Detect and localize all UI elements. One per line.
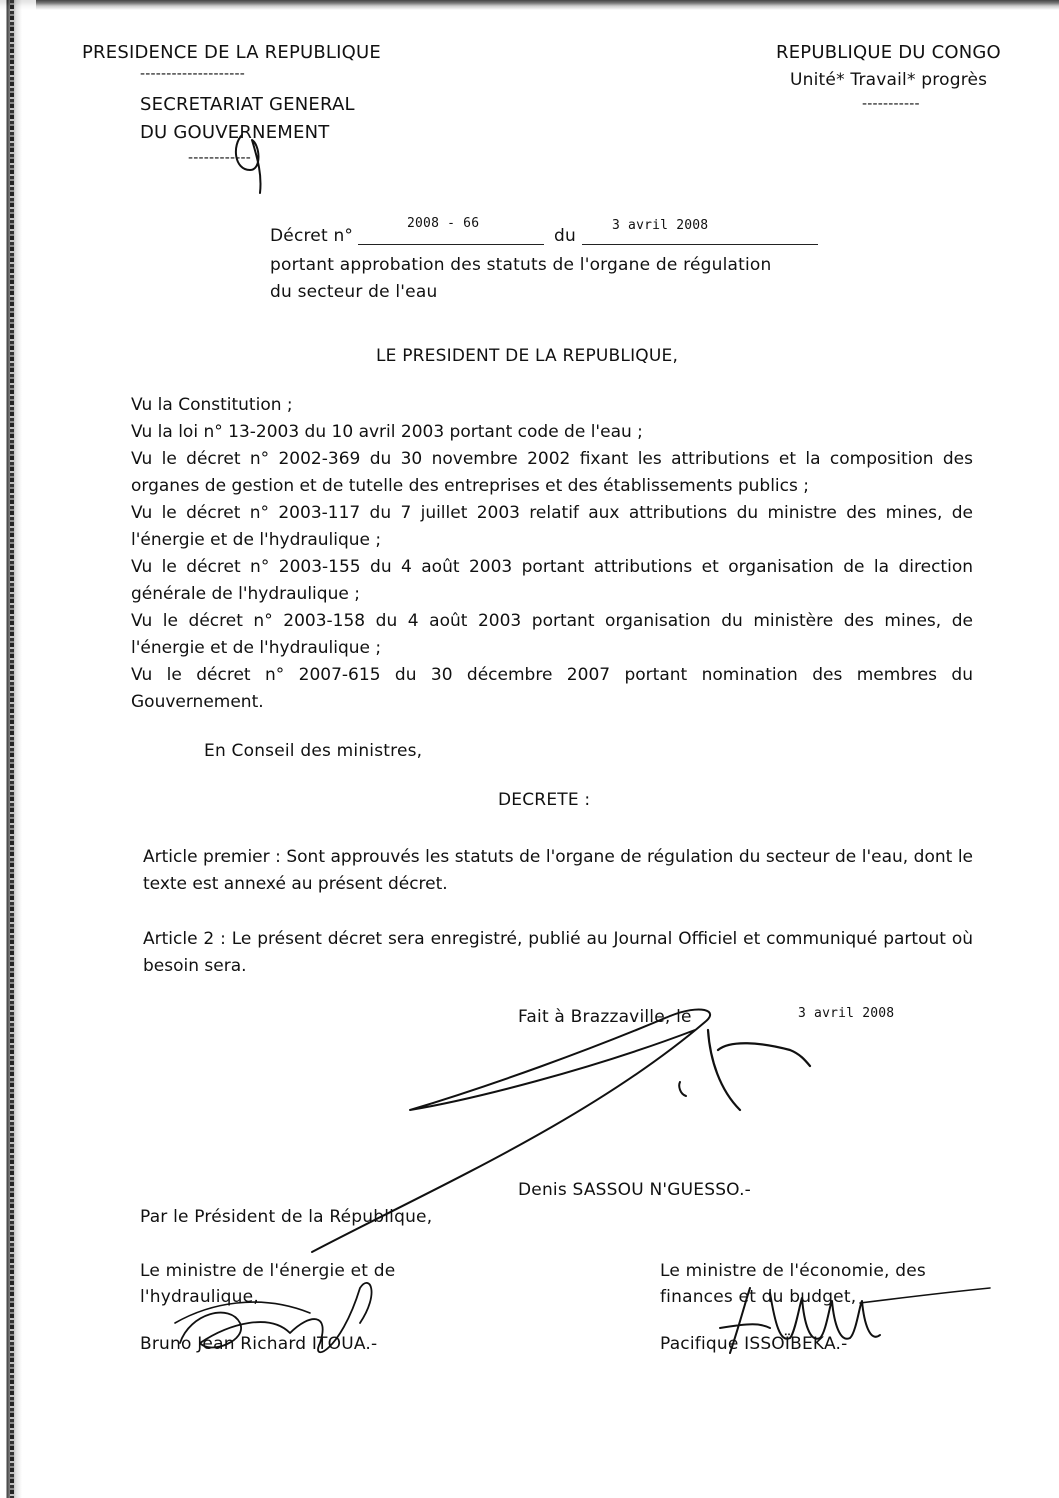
header-left-gouvernement: DU GOUVERNEMENT <box>140 122 330 143</box>
article-premier: Article premier : Sont approuvés les statuts de l'organe de régulation du secteur de l'eau, dont le texte est annexé au présent décret. <box>143 847 973 894</box>
decree-number-underline <box>358 244 544 245</box>
council-line: En Conseil des ministres, <box>204 741 423 761</box>
visa-item: Vu le décret n° 2003-158 du 4 août 2003 portant organisation du ministère des mines, de l'énergie et de l'hydraulique ; <box>131 611 973 658</box>
header-initials-scribble <box>222 115 282 195</box>
minister-left-title-line1: Le ministre de l'énergie et de <box>140 1261 396 1281</box>
scan-left-edge <box>0 0 36 1498</box>
minister-left-signature <box>170 1283 390 1373</box>
visas-block <box>131 392 973 716</box>
minister-left-title-line2: l'hydraulique, <box>140 1287 259 1307</box>
header-right-dash: ----------- <box>862 96 920 112</box>
decree-subject-line1: portant approbation des statuts de l'organe de régulation <box>270 255 772 275</box>
header-left-dash1: -------------------- <box>140 66 246 82</box>
minister-right-signature <box>700 1283 1000 1373</box>
minister-right-name: Pacifique ISSOÏBEKA.- <box>660 1334 848 1354</box>
article-2: Article 2 : Le présent décret sera enregistré, publié au Journal Officiel et communiqué partout où besoin sera. <box>143 929 973 976</box>
header-left-presidence: PRESIDENCE DE LA REPUBLIQUE <box>82 42 381 63</box>
decree-date-value: 3 avril 2008 <box>612 218 709 233</box>
visa-item: Vu le décret n° 2003-117 du 7 juillet 2003 relatif aux attributions du ministre des mines, de l'énergie et de l'hydraulique ; <box>131 503 973 550</box>
minister-right-title-line1: Le ministre de l'économie, des <box>660 1261 926 1281</box>
decree-date-underline <box>582 244 818 245</box>
visa-item: Vu la loi n° 13-2003 du 10 avril 2003 portant code de l'eau ; <box>131 422 643 442</box>
header-right-motto: Unité* Travail* progrès <box>790 70 988 90</box>
par-le-president: Par le Président de la République, <box>140 1207 433 1227</box>
decree-number-value: 2008 - 66 <box>407 216 480 231</box>
header-left-dash2: ------------ <box>188 150 252 166</box>
minister-right-title-line2: finances et du budget, <box>660 1287 857 1307</box>
visa-item: Vu le décret n° 2007-615 du 30 décembre 2007 portant nomination des membres du Gouvernement. <box>131 665 973 712</box>
decree-subject-line2: du secteur de l'eau <box>270 282 438 302</box>
header-left-secretariat: SECRETARIAT GENERAL <box>140 94 355 115</box>
header-right-republique: REPUBLIQUE DU CONGO <box>776 42 1001 63</box>
visa-item: Vu le décret n° 2003-155 du 4 août 2003 portant attributions et organisation de la direction générale de l'hydraulique ; <box>131 557 973 604</box>
visa-item: Vu la Constitution ; <box>131 395 293 415</box>
minister-left-name: Bruno Jean Richard ITOUA.- <box>140 1334 378 1354</box>
decrete-heading: DECRETE : <box>498 790 591 810</box>
decree-number-label: Décret n° <box>270 226 354 246</box>
president-name: Denis SASSOU N'GUESSO.- <box>518 1180 752 1200</box>
president-title: LE PRESIDENT DE LA REPUBLIQUE, <box>376 346 679 366</box>
scan-top-edge <box>0 0 1059 10</box>
scan-binding-marks <box>10 0 14 1498</box>
signature-date: 3 avril 2008 <box>798 1006 895 1021</box>
signature-place: Fait à Brazzaville, le <box>518 1007 692 1027</box>
decree-du-label: du <box>554 226 576 246</box>
visa-item: Vu le décret n° 2002-369 du 30 novembre 2002 fixant les attributions et la composition des organes de gestion et de tutelle des entreprises et des établissements publics ; <box>131 449 973 496</box>
